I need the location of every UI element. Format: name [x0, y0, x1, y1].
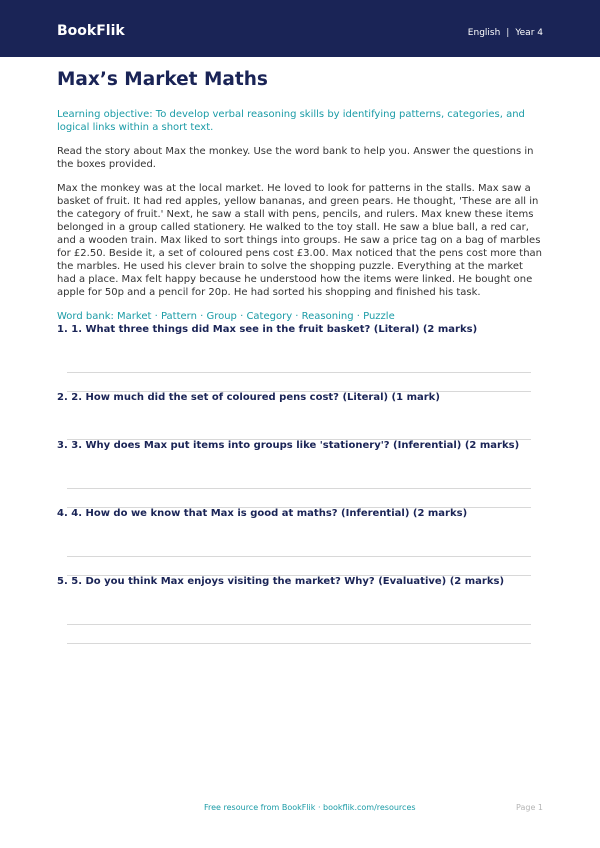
question-4-title: 4. 4. How do we know that Max is good at maths? (Inferential) (2 marks) [57, 508, 468, 519]
page-footer [0, 803, 600, 815]
answer-line-4a[interactable] [67, 556, 531, 557]
learning-objective: Learning objective: To develop verbal reasoning skills by identifying patterns, categories, and logical links within a short text. [57, 109, 525, 133]
page-number: Page 1 [516, 803, 543, 812]
brand-logo-text[interactable]: BookFlik [57, 23, 125, 39]
year-label: Year 4 [515, 28, 543, 38]
question-2-title: 2. 2. How much did the set of coloured pens cost? (Literal) (1 mark) [57, 392, 440, 403]
question-3-title: 3. 3. Why does Max put items into groups like 'stationery'? (Inferential) (2 marks) [57, 440, 520, 451]
question-2 [57, 391, 543, 404]
question-5 [57, 575, 543, 588]
meta-separator: | [506, 28, 510, 38]
page-header [0, 0, 600, 57]
answer-line-5b[interactable] [67, 643, 531, 644]
answer-line-1a[interactable] [67, 372, 531, 373]
footer-link[interactable]: Free resource from BookFlik · bookflik.com/resources [204, 803, 416, 812]
word-bank: Word bank: Market · Pattern · Group · Category · Reasoning · Puzzle [57, 311, 395, 322]
story-text: Max the monkey was at the local market. He loved to look for patterns in the stalls. Max saw a basket of fruit. It had red apples, yellow bananas, and green pears. He thought, 'These are all in the category of fruit.' Next, he saw a stall with pens, pencils, and rulers. Max knew these items belonged in a group called stationery. He walked to the toy stall. He saw a blue ball, a red car, and a wooden train. Max liked to sort things into groups. He saw a price tag on a bag of marbles for £2.50. Beside it, a set of coloured pens cost £3.00. Max noticed that the pens cost more than the marbles. He used his clever brain to solve the shopping puzzle. Everything at the market had a place. Max felt happy because he understood how the items were linked. He bought one apple for 50p and a pencil for 20p. He had sorted his shopping and finished his task. [57, 183, 543, 298]
question-5-title: 5. 5. Do you think Max enjoys visiting the market? Why? (Evaluative) (2 marks) [57, 576, 505, 587]
subject-label: English [467, 28, 501, 38]
instructions-text: Read the story about Max the monkey. Use the word bank to help you. Answer the questions in the boxes provided. [57, 146, 534, 170]
answer-line-5a[interactable] [67, 624, 531, 625]
question-1 [57, 323, 543, 336]
question-4 [57, 507, 543, 520]
worksheet-content [57, 68, 543, 323]
answer-line-3a[interactable] [67, 488, 531, 489]
question-3 [57, 439, 543, 452]
page-title: Max’s Market Maths [57, 69, 268, 90]
header-meta [468, 27, 543, 39]
question-1-title: 1. 1. What three things did Max see in the fruit basket? (Literal) (2 marks) [57, 324, 478, 335]
